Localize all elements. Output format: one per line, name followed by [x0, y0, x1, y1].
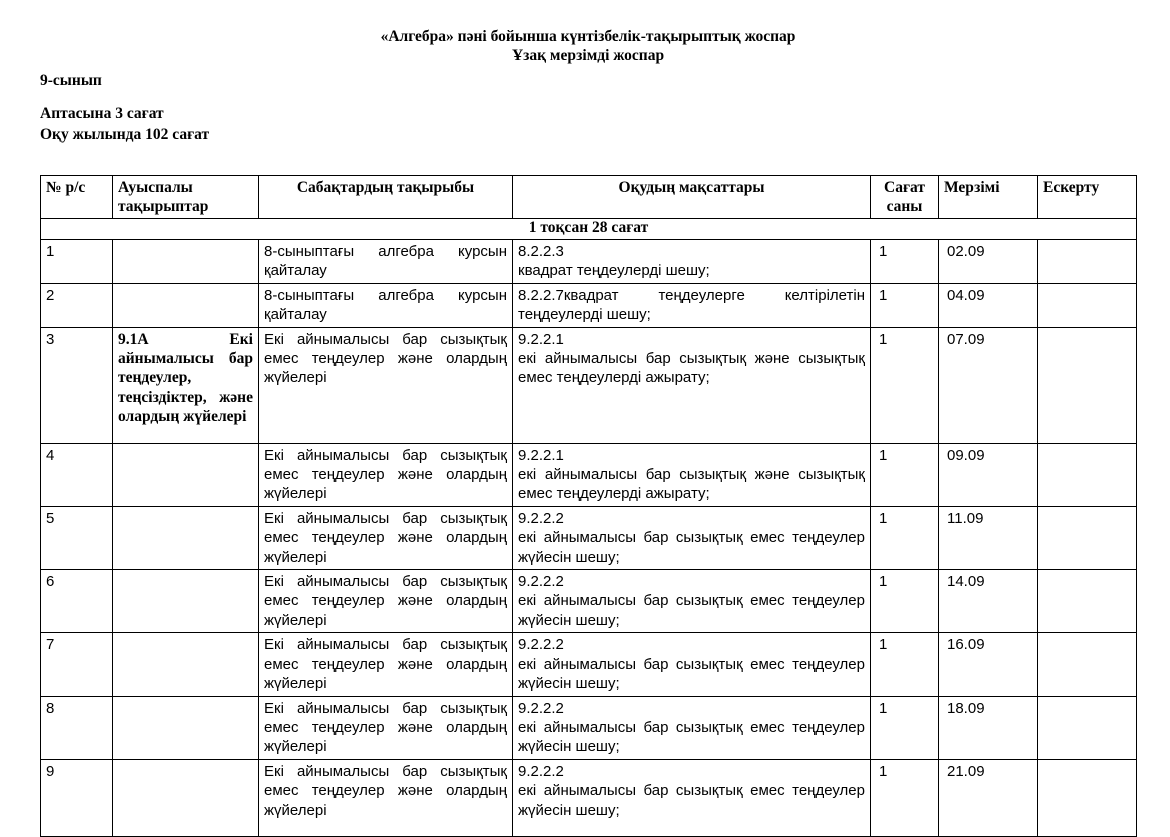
col-header-note: Ескерту — [1038, 176, 1137, 219]
col-header-unit-topics: Ауыспалы тақырыптар — [113, 176, 259, 219]
cell-lesson-topic: Екі айнымалысы бар сызықтық емес теңдеулер және олардың жүйелері — [259, 327, 513, 443]
document-title — [40, 27, 1136, 65]
cell-unit-title — [113, 283, 259, 327]
header-row — [41, 176, 1137, 219]
cell-learning-objective — [513, 696, 871, 759]
cell-row-number: 9 — [41, 759, 113, 836]
cell-date: 16.09 — [939, 633, 1038, 696]
objective-code: 9.2.2.2 — [518, 636, 564, 654]
table-body — [41, 219, 1137, 837]
objective-text: екі айнымалысы бар сызықтық емес теңдеулер жүйесін шешу; — [518, 782, 865, 819]
cell-lesson-topic: Екі айнымалысы бар сызықтық емес теңдеулер және олардың жүйелері — [259, 759, 513, 836]
cell-learning-objective — [513, 327, 871, 443]
cell-lesson-topic: Екі айнымалысы бар сызықтық емес теңдеулер және олардың жүйелері — [259, 696, 513, 759]
cell-hours: 1 — [871, 327, 939, 443]
cell-unit-title — [113, 696, 259, 759]
cell-hours: 1 — [871, 443, 939, 506]
table-row — [41, 327, 1137, 443]
objective-code: 9.2.2.2 — [518, 573, 564, 591]
cell-row-number: 4 — [41, 443, 113, 506]
col-header-date: Мерзімі — [939, 176, 1038, 219]
cell-hours: 1 — [871, 240, 939, 284]
cell-date: 18.09 — [939, 696, 1038, 759]
objective-text: екі айнымалысы бар сызықтық және сызықтық емес теңдеулерді ажырату; — [518, 350, 865, 387]
cell-date: 14.09 — [939, 570, 1038, 633]
cell-hours: 1 — [871, 759, 939, 836]
table-row — [41, 696, 1137, 759]
objective-text: квадрат теңдеулерді шешу; — [518, 262, 710, 280]
cell-date: 04.09 — [939, 283, 1038, 327]
cell-date: 02.09 — [939, 240, 1038, 284]
cell-note — [1038, 283, 1137, 327]
cell-unit-title — [113, 759, 259, 836]
quarter-section-row — [41, 219, 1137, 240]
cell-learning-objective — [513, 570, 871, 633]
objective-code: 9.2.2.1 — [518, 330, 564, 348]
cell-hours: 1 — [871, 570, 939, 633]
cell-note — [1038, 633, 1137, 696]
cell-row-number: 7 — [41, 633, 113, 696]
cell-date: 07.09 — [939, 327, 1038, 443]
table-row — [41, 283, 1137, 327]
cell-note — [1038, 443, 1137, 506]
hours-info — [40, 103, 1136, 145]
objective-code: 9.2.2.2 — [518, 762, 564, 780]
table-row — [41, 633, 1137, 696]
cell-learning-objective — [513, 240, 871, 284]
cell-hours: 1 — [871, 633, 939, 696]
table-row — [41, 443, 1137, 506]
table-header — [41, 176, 1137, 219]
objective-text: 8.2.2.7квадрат теңдеулерге келтірілетін теңдеулерді шешу; — [518, 286, 865, 324]
cell-learning-objective — [513, 759, 871, 836]
objective-text: екі айнымалысы бар сызықтық емес теңдеулер жүйесін шешу; — [518, 655, 865, 693]
col-header-learning-objectives: Оқудың мақсаттары — [513, 176, 871, 219]
cell-hours: 1 — [871, 283, 939, 327]
cell-note — [1038, 759, 1137, 836]
table-row — [41, 506, 1137, 569]
table-row — [41, 759, 1137, 836]
objective-text: екі айнымалысы бар сызықтық емес теңдеулер жүйесін шешу; — [518, 718, 865, 756]
cell-learning-objective — [513, 283, 871, 327]
title-line-1: «Алгебра» пәні бойынша күнтізбелік-тақырыптық жоспар — [380, 28, 796, 45]
objective-text: екі айнымалысы бар сызықтық емес теңдеулер жүйесін шешу; — [518, 592, 865, 629]
cell-row-number: 8 — [41, 696, 113, 759]
objective-code: 9.2.2.1 — [518, 446, 564, 464]
hours-per-week: Аптасына 3 сағат — [40, 105, 164, 122]
quarter-section-title: 1 тоқсан 28 сағат — [41, 219, 1137, 240]
objective-code: 9.2.2.2 — [518, 699, 564, 717]
cell-lesson-topic: Екі айнымалысы бар сызықтық емес теңдеулер және олардың жүйелері — [259, 443, 513, 506]
objective-code: 9.2.2.2 — [518, 509, 564, 527]
cell-row-number: 6 — [41, 570, 113, 633]
cell-unit-title — [113, 506, 259, 569]
cell-learning-objective — [513, 443, 871, 506]
cell-note — [1038, 506, 1137, 569]
cell-note — [1038, 570, 1137, 633]
cell-lesson-topic: Екі айнымалысы бар сызықтық емес теңдеулер және олардың жүйелері — [259, 570, 513, 633]
cell-lesson-topic: 8-сыныптағы алгебра курсын қайталау — [259, 283, 513, 327]
cell-lesson-topic: Екі айнымалысы бар сызықтық емес теңдеулер және олардың жүйелері — [259, 633, 513, 696]
cell-learning-objective — [513, 506, 871, 569]
title-line-2: Ұзақ мерзімді жоспар — [511, 47, 665, 64]
cell-unit-title — [113, 570, 259, 633]
cell-row-number: 5 — [41, 506, 113, 569]
cell-learning-objective — [513, 633, 871, 696]
cell-row-number: 3 — [41, 327, 113, 443]
cell-hours: 1 — [871, 696, 939, 759]
lesson-plan-table — [40, 175, 1137, 837]
cell-hours: 1 — [871, 506, 939, 569]
cell-row-number: 1 — [41, 240, 113, 284]
col-header-hours: Сағат саны — [871, 176, 939, 219]
cell-lesson-topic: Екі айнымалысы бар сызықтық емес теңдеулер және олардың жүйелері — [259, 506, 513, 569]
cell-date: 21.09 — [939, 759, 1038, 836]
table-row — [41, 570, 1137, 633]
grade-label: 9-сынып — [40, 72, 102, 89]
cell-date: 09.09 — [939, 443, 1038, 506]
cell-lesson-topic: 8-сыныптағы алгебра курсын қайталау — [259, 240, 513, 284]
objective-text: екі айнымалысы бар сызықтық емес теңдеулер жүйесін шешу; — [518, 529, 865, 566]
cell-unit-title — [113, 240, 259, 284]
col-header-lesson-topic: Сабақтардың тақырыбы — [259, 176, 513, 219]
hours-per-year: Оқу жылында 102 сағат — [40, 126, 210, 143]
cell-unit-title — [113, 633, 259, 696]
cell-unit-title — [113, 443, 259, 506]
cell-row-number: 2 — [41, 283, 113, 327]
cell-note — [1038, 327, 1137, 443]
objective-text: екі айнымалысы бар сызықтық және сызықтық емес теңдеулерді ажырату; — [518, 466, 865, 503]
col-header-row-number: № р/с — [41, 176, 113, 219]
cell-date: 11.09 — [939, 506, 1038, 569]
table-row — [41, 240, 1137, 284]
cell-note — [1038, 240, 1137, 284]
cell-unit-title: 9.1A Екі айнымалысы бар теңдеулер, теңсіздіктер, және олардың жүйелері — [113, 327, 259, 443]
objective-code: 8.2.2.3 — [518, 243, 564, 260]
cell-note — [1038, 696, 1137, 759]
